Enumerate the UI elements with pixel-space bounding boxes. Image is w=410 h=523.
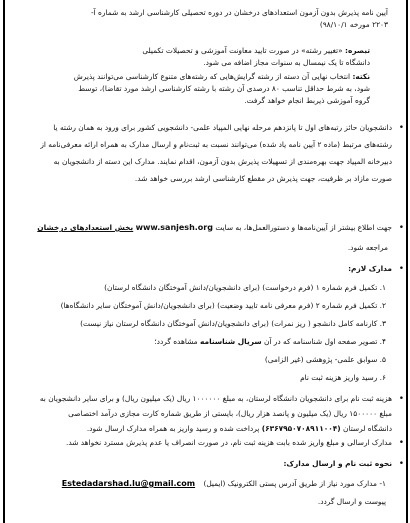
document-item-4-end: مشاهده گردد؛ — [154, 337, 198, 346]
fee-line-3-start: دانشگاه لرستان — [343, 424, 392, 433]
olympiad-line-3: دبیرخانه المپیاد جهت بهره‌مندی از تسهیلات پذیرش بدون آزمون، اقدام نمایند. مدارک این دسته از دانشجویان به — [53, 157, 392, 166]
notes-block — [30, 45, 370, 107]
fee-line-1: هزینه ثبت نام برای دانشجویان دانشگاه لرستان، به مبلغ ۱۰۰۰۰۰۰ ریال (یک میلیون ریال) و برای سایر دانشجویان به — [39, 394, 392, 403]
refund-line: مدارک ارسالی و مبلغ واریز شده بابت هزینه ثبت نام، در صورت انصراف یا عدم پذیرش مسترد نخواهد شد. — [65, 438, 392, 447]
submission-heading: نحوه ثبت نام و ارسال مدارک: — [283, 459, 392, 468]
fee-line-3-end: پرداخت شده و رسید واریز به همراه مدارک ارسال شود. — [86, 424, 260, 433]
info-line-2: مراجعه شود. — [347, 243, 388, 252]
document-item-4-bold: سریال شناسنامه — [200, 337, 262, 346]
page-border-left — [3, 0, 5, 523]
document-item-5: ۵. سوابق علمی- پژوهشی (غیر الزامی) — [264, 355, 386, 364]
info-line-1 — [32, 222, 392, 234]
nokte-text-1: انتخاب نهایی آن دسته از رشته گرایش‌هایی که رشته‌های متنوع کارشناسی می‌توانند پذیرش — [73, 72, 351, 81]
submission-section — [32, 458, 404, 470]
tabsareh-text: «تغییر رشته» در صورت تایید معاونت آموزشی و تحصیلات تکمیلی — [142, 46, 343, 55]
submission-line-2: پیوست و ارسال گردد. — [317, 497, 386, 506]
submission-text-1: ۱- مدارک مورد نیاز از طریق آدرس پستی الکترونیک (ایمیل) — [203, 479, 386, 488]
sanjesh-site-link[interactable]: www.sanjesh.org — [135, 223, 213, 232]
submission-line-1 — [16, 478, 386, 490]
tabsareh-line-2: دانشگاه تا یک نیمسال به سنوات مجاز اضافه می شود. — [203, 58, 370, 67]
page-border-right — [406, 0, 408, 523]
nokte-label: نکته: — [352, 72, 370, 81]
nokte-line — [30, 71, 370, 83]
olympiad-line-2: رشته‌های مرتبط (ماده ۲ آیین نامه یاد شده) می‌توانند نسبت به ثبت‌نام و ارسال مدارک به همراه ارائه معرفی‌نامه از — [40, 140, 392, 149]
fee-line-2: مبلغ ۱۵۰۰۰۰۰ ریال (یک میلیون و پانصد هزار ریال)، بایستی از طریق شماره کارت مجازی درآمد اختصاصی — [68, 409, 392, 418]
document-item-6: ۶. رسید واریز هزینه ثبت نام — [300, 373, 386, 382]
documents-section — [32, 263, 404, 281]
info-text: جهت اطلاع بیشتر از آیین‌نامه‌ها و دستورالعمل‌ها، به سایت — [215, 223, 392, 232]
documents-list — [16, 282, 386, 384]
card-number: (۶۳۶۷۹۵۰۷۰۸۹۱۱۰۰۴) — [261, 424, 341, 433]
fee-paragraph — [32, 393, 404, 439]
refund-note — [32, 437, 404, 449]
bullet-icon: • — [398, 394, 404, 404]
olympiad-paragraph — [32, 122, 404, 185]
bullet-icon: • — [398, 438, 404, 448]
fee-line-3 — [32, 423, 392, 435]
documents-heading: مدارک لازم: — [348, 264, 392, 273]
olympiad-line-4: صورت مازاد بر ظرفیت، جهت پذیرش در مقطع کارشناسی ارشد بررسی خواهد شد. — [134, 174, 392, 183]
info-paragraph — [32, 222, 404, 254]
email-link[interactable]: Estedadarshad.lu@gmail.com — [61, 479, 196, 488]
document-item-2: ۲. تکمیل فرم شماره ۲ (فرم معرفی نامه تایید وضعیت) (برای دانشجویان/دانش آموختگان سایر دانشگاه‌ها) — [60, 301, 386, 310]
tabsareh-label: تبصره: — [345, 46, 370, 55]
talents-section-link[interactable]: بخش استعدادهای درخشان — [37, 223, 134, 232]
intro-line-1: آیین نامه پذیرش بدون آزمون استعدادهای درخشان در دوره تحصیلی کارشناسی ارشد به شماره آ- — [90, 8, 388, 17]
nokte-line-2: شود، به شرط حداقل تناسب ۸۰ درصدی آن رشته با رشته کارشناسی ارشد مورد تقاضا)، توسط — [78, 84, 370, 93]
olympiad-line-1: دانشجویان حائز رتبه‌های اول تا پانزدهم مرحله نهایی المپیاد علمی- دانشجویی کشور برای ورود به همان رشته یا — [53, 123, 392, 132]
intro-line-2: ۲۲۰۳ مورخه ۹۸/۱۰/۱) — [319, 20, 388, 29]
submission-body — [16, 478, 386, 508]
document-item-4 — [16, 336, 386, 348]
document-item-3: ۳. کارنامه کامل دانشجو ( ریز نمرات) (برای دانشجویان/دانش آموختگان دانشگاه لرستان نیاز نیست) — [80, 319, 386, 328]
bullet-icon: • — [398, 223, 404, 233]
document-item-4-text: ۴. تصویر صفحه اول شناسنامه که در آن — [263, 337, 386, 346]
intro-paragraph — [18, 7, 388, 31]
nokte-line-3: گروه آموزشی ذیربط انجام خواهد گرفت. — [244, 96, 370, 105]
bullet-icon: • — [398, 459, 404, 469]
bullet-icon: • — [398, 264, 404, 274]
tabsareh-line — [30, 45, 370, 57]
bullet-icon: • — [398, 123, 404, 133]
document-item-1: ۱. تکمیل فرم شماره ۱ (فرم درخواست) (برای دانشجویان/دانش آموختگان دانشگاه لرستان) — [104, 283, 386, 292]
